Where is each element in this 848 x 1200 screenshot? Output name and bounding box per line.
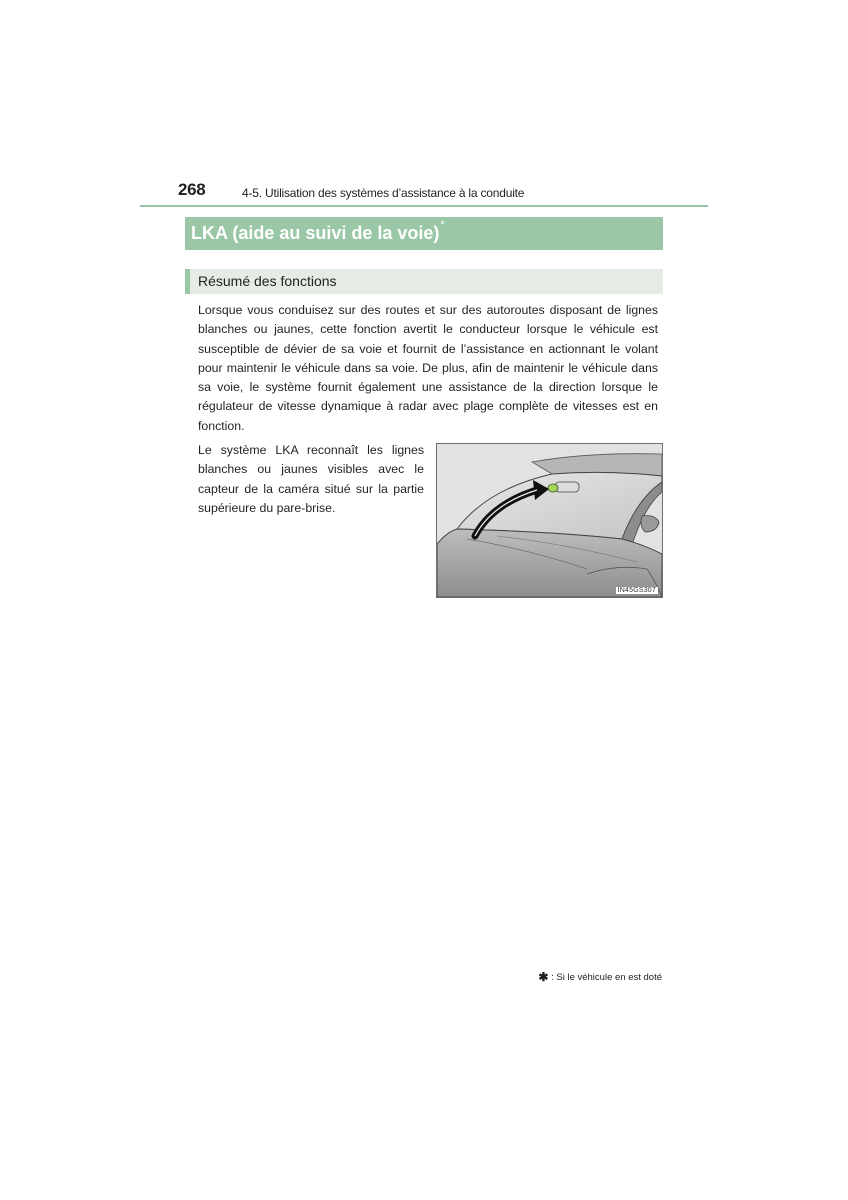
footnote-mark: ✱ (538, 970, 549, 984)
subsection-banner (185, 269, 663, 294)
car-windshield-drawing (437, 444, 662, 597)
section-title: LKA (aide au suivi de la voie) (191, 223, 440, 243)
subsection-title: Résumé des fonctions (198, 273, 337, 289)
figure-code: IN45GS307 (617, 587, 656, 594)
footnote-text: : Si le véhicule en est doté (551, 972, 662, 983)
camera-sensor-highlight (548, 484, 558, 492)
body-paragraph-1: Lorsque vous conduisez sur des routes et sur des autoroutes disposant de lignes blanches ou jaunes, cette fonction avertit le conducteur lorsque le véhicule est susceptible de dévier de sa voie et fournit de l’assistance en actionnant le volant pour maintenir le véhicule dans sa voie. De plus, afin de maintenir le véhicule dans sa voie, le système fournit également une assistance de la direction lorsque le régulateur de vitesse dynamique à radar avec plage complète de vitesses est en fonction. (198, 303, 658, 433)
section-asterisk: * (440, 219, 445, 231)
rearview-mirror (555, 482, 579, 492)
chapter-title: 4-5. Utilisation des systèmes d’assistance à la conduite (242, 186, 525, 200)
body-paragraph-2: Le système LKA reconnaît les lignes blanches ou jaunes visibles avec le capteur de la caméra situé sur la partie supérieure du pare-brise. (198, 443, 424, 515)
footnote (520, 970, 662, 984)
header-divider (140, 205, 708, 207)
section-banner (185, 217, 663, 250)
camera-location-illustration (436, 443, 663, 598)
page-number: 268 (178, 180, 206, 199)
